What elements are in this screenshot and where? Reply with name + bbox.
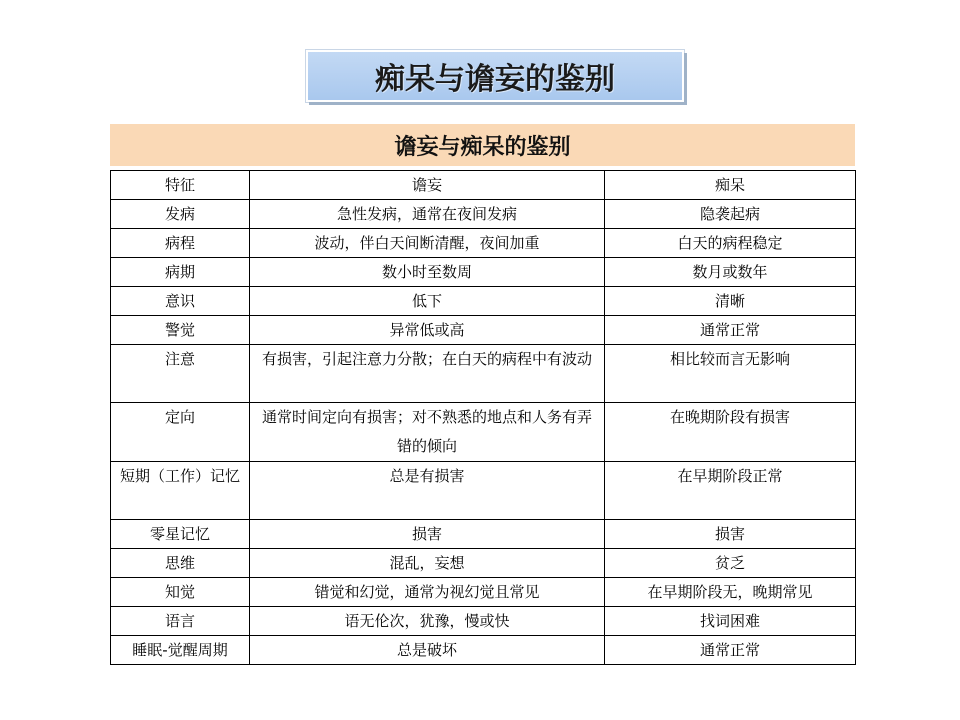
header-delirium: 谵妄 <box>250 171 605 200</box>
cell-dementia: 贫乏 <box>605 549 856 578</box>
cell-delirium: 低下 <box>250 287 605 316</box>
cell-delirium: 数小时至数周 <box>250 258 605 287</box>
table-row <box>111 520 856 549</box>
cell-feature: 警觉 <box>111 316 250 345</box>
table-row <box>111 287 856 316</box>
cell-dementia: 白天的病程稳定 <box>605 229 856 258</box>
table-row <box>111 607 856 636</box>
cell-delirium: 混乱，妄想 <box>250 549 605 578</box>
cell-dementia: 在早期阶段正常 <box>605 462 856 520</box>
cell-delirium: 语无伦次，犹豫，慢或快 <box>250 607 605 636</box>
cell-delirium: 异常低或高 <box>250 316 605 345</box>
cell-dementia: 通常正常 <box>605 636 856 665</box>
table-row <box>111 316 856 345</box>
cell-delirium: 总是有损害 <box>250 462 605 520</box>
cell-delirium: 错觉和幻觉，通常为视幻觉且常见 <box>250 578 605 607</box>
cell-feature: 思维 <box>111 549 250 578</box>
cell-delirium: 波动，伴白天间断清醒，夜间加重 <box>250 229 605 258</box>
table-row <box>111 549 856 578</box>
cell-dementia: 在晚期阶段有损害 <box>605 403 856 462</box>
cell-delirium: 通常时间定向有损害；对不熟悉的地点和人务有弄错的倾向 <box>250 403 605 462</box>
header-dementia: 痴呆 <box>605 171 856 200</box>
cell-feature: 知觉 <box>111 578 250 607</box>
cell-delirium: 有损害，引起注意力分散；在白天的病程中有波动 <box>250 345 605 403</box>
cell-dementia: 通常正常 <box>605 316 856 345</box>
table-row <box>111 578 856 607</box>
table-row <box>111 636 856 665</box>
cell-feature: 病期 <box>111 258 250 287</box>
cell-feature: 睡眠-觉醒周期 <box>111 636 250 665</box>
cell-feature: 病程 <box>111 229 250 258</box>
cell-dementia: 在早期阶段无，晚期常见 <box>605 578 856 607</box>
cell-feature: 语言 <box>111 607 250 636</box>
cell-feature: 定向 <box>111 403 250 462</box>
table-header-row <box>111 171 856 200</box>
cell-dementia: 清晰 <box>605 287 856 316</box>
cell-delirium: 总是破坏 <box>250 636 605 665</box>
cell-dementia: 损害 <box>605 520 856 549</box>
cell-feature: 短期（工作）记忆 <box>111 462 250 520</box>
cell-feature: 注意 <box>111 345 250 403</box>
table-row <box>111 403 856 462</box>
cell-feature: 零星记忆 <box>111 520 250 549</box>
cell-delirium: 急性发病，通常在夜间发病 <box>250 200 605 229</box>
table-caption: 谵妄与痴呆的鉴别 <box>110 124 855 166</box>
slide-title: 痴呆与谵妄的鉴别 <box>306 50 684 102</box>
cell-dementia: 相比较而言无影响 <box>605 345 856 403</box>
table-row <box>111 200 856 229</box>
comparison-table <box>110 170 856 665</box>
cell-feature: 意识 <box>111 287 250 316</box>
table-row <box>111 462 856 520</box>
cell-dementia: 隐袭起病 <box>605 200 856 229</box>
table-row <box>111 258 856 287</box>
cell-delirium: 损害 <box>250 520 605 549</box>
table-row <box>111 345 856 403</box>
cell-feature: 发病 <box>111 200 250 229</box>
header-feature: 特征 <box>111 171 250 200</box>
cell-dementia: 找词困难 <box>605 607 856 636</box>
table-row <box>111 229 856 258</box>
cell-dementia: 数月或数年 <box>605 258 856 287</box>
